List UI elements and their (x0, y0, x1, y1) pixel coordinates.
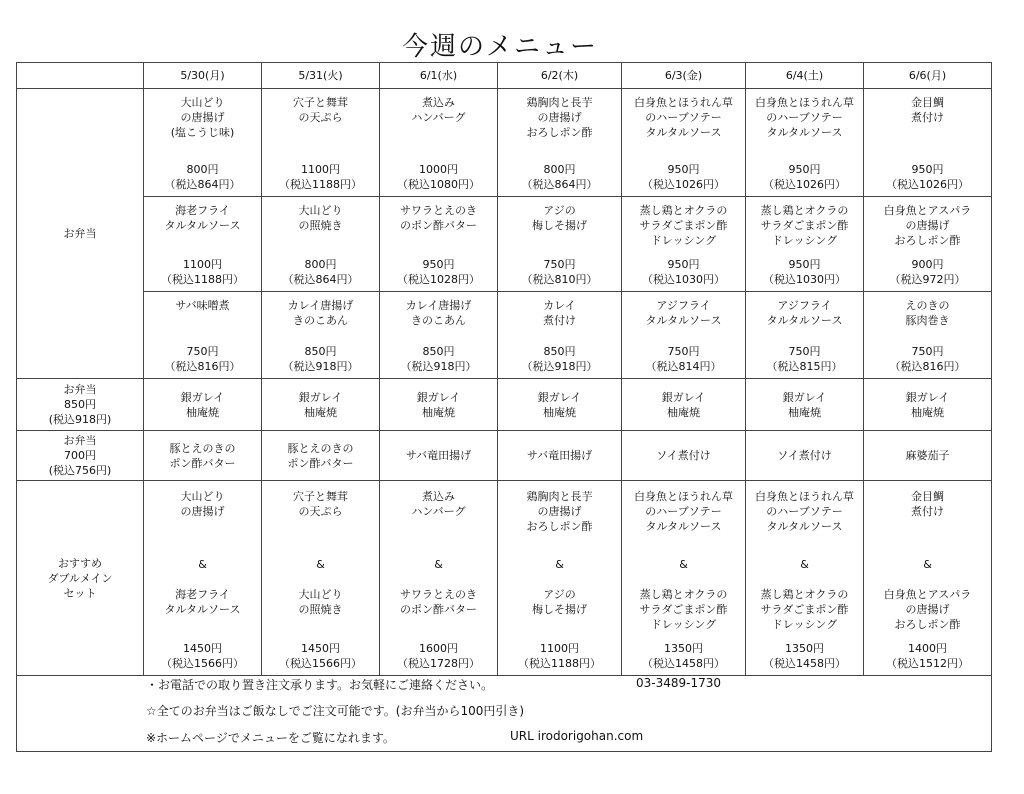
menu-cell (746, 197, 864, 292)
menu-item: 銀ガレイ 柚庵焼 (144, 379, 262, 431)
menu-item-name: 白身魚とほうれん草 のハーブソテー タルタルソース (634, 96, 733, 139)
set-main-b: サワラとえのき のポン酢バター (400, 587, 477, 616)
menu-cell (380, 89, 498, 197)
double-row (17, 481, 992, 676)
menu-item: ソイ煮付け (622, 431, 746, 481)
corner-cell (17, 63, 144, 89)
day-header: 5/31(火) (262, 63, 380, 89)
day-header: 6/3(金) (622, 63, 746, 89)
header-row (17, 63, 992, 89)
menu-item-price: 750円 （税込810円） (521, 258, 598, 286)
menu-item-name: カレイ唐揚げ きのこあん (405, 299, 472, 327)
menu-item-price: 750円 （税込816円） (164, 345, 241, 373)
menu-item-name: 白身魚とほうれん草 のハーブソテー タルタルソース (755, 96, 854, 139)
menu-item-name: アジフライ タルタルソース (645, 299, 722, 327)
double-set-cell (144, 481, 262, 676)
menu-cell (622, 89, 746, 197)
menu-item-price: 800円 （税込864円） (521, 163, 598, 191)
set-main-a: 白身魚とほうれん草 のハーブソテー タルタルソース (755, 490, 854, 533)
menu-table (16, 62, 992, 752)
set-price: 1100円 （税込1188円） (518, 641, 601, 670)
menu-cell (380, 197, 498, 292)
set-price: 1450円 （税込1566円） (161, 641, 244, 670)
menu-item-price: 1100円 （税込1188円） (279, 163, 362, 191)
menu-item: 銀ガレイ 柚庵焼 (622, 379, 746, 431)
row-label-700: お弁当 700円 (税込756円) (17, 431, 144, 481)
double-set-cell (622, 481, 746, 676)
menu-item-price: 800円 （税込864円） (164, 163, 241, 191)
menu-item-price: 950円 （税込1030円） (642, 258, 725, 286)
ampersand: & (555, 558, 564, 572)
menu-item: サバ竜田揚げ (498, 431, 622, 481)
set-main-a: 鶏胸肉と長芋 の唐揚げ おろしポン酢 (526, 490, 593, 533)
menu-cell (262, 89, 380, 197)
menu-item-price: 800円 （税込864円） (282, 258, 359, 286)
menu-item-price: 1000円 （税込1080円） (397, 163, 480, 191)
set-main-b: 大山どり の照焼き (298, 587, 343, 616)
menu-item: 銀ガレイ 柚庵焼 (380, 379, 498, 431)
menu-item: 豚とえのきの ポン酢バター (144, 431, 262, 481)
bento-row (17, 197, 992, 292)
menu-cell (498, 89, 622, 197)
set-price: 1350円 （税込1458円） (642, 641, 725, 670)
set-main-a: 金目鯛 煮付け (911, 490, 944, 518)
menu-item-name: カレイ唐揚げ きのこあん (287, 299, 354, 327)
menu-item-price: 900円 （税込972円） (889, 258, 966, 286)
ampersand: & (923, 558, 932, 572)
menu-item-price: 950円 （税込1026円） (763, 163, 846, 191)
set-main-b: 海老フライ タルタルソース (164, 587, 241, 616)
menu-cell (864, 197, 992, 292)
b850-row (17, 379, 992, 431)
double-set-cell (380, 481, 498, 676)
double-set-cell (864, 481, 992, 676)
bento-row (17, 292, 992, 379)
set-main-b: 蒸し鶏とオクラの サラダごまポン酢 ドレッシング (639, 587, 728, 631)
menu-item-name: 大山どり の照焼き (298, 204, 343, 232)
ampersand: & (800, 558, 809, 572)
menu-item-price: 750円 （税込816円） (889, 345, 966, 373)
menu-item-price: 1100円 （税込1188円） (161, 258, 244, 286)
menu-item-price: 850円 （税込918円） (400, 345, 477, 373)
menu-cell (144, 197, 262, 292)
menu-item-name: えのきの 豚肉巻き (905, 299, 950, 327)
menu-item-name: 穴子と舞茸 の天ぷら (293, 96, 348, 124)
day-header: 6/6(月) (864, 63, 992, 89)
menu-cell (746, 292, 864, 379)
footer-note-no-rice: ☆全てのお弁当はご飯なしでご注文可能です。(お弁当から100円引き) (146, 704, 525, 718)
menu-item: サバ竜田揚げ (380, 431, 498, 481)
menu-item-name: カレイ 煮付け (543, 299, 576, 327)
menu-cell (144, 89, 262, 197)
menu-cell (262, 292, 380, 379)
menu-cell (622, 197, 746, 292)
menu-item: 銀ガレイ 柚庵焼 (864, 379, 992, 431)
ampersand: & (198, 558, 207, 572)
menu-item-name: 蒸し鶏とオクラの サラダごまポン酢 ドレッシング (760, 204, 849, 247)
menu-item-name: アジフライ タルタルソース (766, 299, 843, 327)
menu-item-price: 750円 （税込814円） (645, 345, 722, 373)
menu-item-name: 海老フライ タルタルソース (164, 204, 241, 232)
set-price: 1600円 （税込1728円） (397, 641, 480, 670)
day-header: 6/1(水) (380, 63, 498, 89)
menu-cell (498, 197, 622, 292)
page-title: 今週のメニュー (401, 32, 598, 62)
menu-item: 銀ガレイ 柚庵焼 (498, 379, 622, 431)
menu-item: 麻婆茄子 (864, 431, 992, 481)
menu-cell (498, 292, 622, 379)
menu-item: 銀ガレイ 柚庵焼 (746, 379, 864, 431)
menu-item-price: 950円 （税込1030円） (763, 258, 846, 286)
menu-cell (144, 292, 262, 379)
menu-cell (622, 292, 746, 379)
menu-item-name: 蒸し鶏とオクラの サラダごまポン酢 ドレッシング (639, 204, 728, 247)
set-main-a: 白身魚とほうれん草 のハーブソテー タルタルソース (634, 490, 733, 533)
menu-item-name: 鶏胸肉と長芋 の唐揚げ おろしポン酢 (526, 96, 593, 139)
day-header: 6/2(木) (498, 63, 622, 89)
double-set-cell (746, 481, 864, 676)
b700-row (17, 431, 992, 481)
menu-item-name: 白身魚とアスパラ の唐揚げ おろしポン酢 (883, 204, 972, 247)
bento-row (17, 89, 992, 197)
menu-cell (864, 292, 992, 379)
menu-cell (262, 197, 380, 292)
set-main-b: アジの 梅しそ揚げ (532, 587, 587, 616)
ampersand: & (316, 558, 325, 572)
menu-item-name: サバ味噌煮 (175, 299, 230, 312)
menu-cell (864, 89, 992, 197)
row-label-double: おすすめ ダブルメイン セット (17, 481, 144, 676)
menu-item-price: 950円 （税込1026円） (886, 163, 969, 191)
ampersand: & (434, 558, 443, 572)
menu-item-name: 金目鯛 煮付け (911, 96, 944, 124)
footer-phone-number: 03-3489-1730 (636, 676, 722, 690)
menu-item-price: 950円 （税込1026円） (642, 163, 725, 191)
menu-item-price: 750円 （税込815円） (766, 345, 843, 373)
menu-item-price: 850円 （税込918円） (282, 345, 359, 373)
set-main-a: 煮込み ハンバーグ (411, 490, 466, 518)
set-price: 1400円 （税込1512円） (886, 641, 969, 670)
menu-item-name: 大山どり の唐揚げ (塩こうじ味) (170, 96, 235, 139)
set-main-a: 大山どり の唐揚げ (180, 490, 225, 518)
set-price: 1450円 （税込1566円） (279, 641, 362, 670)
set-price: 1350円 （税込1458円） (763, 641, 846, 670)
double-set-cell (498, 481, 622, 676)
menu-item-name: アジの 梅しそ揚げ (532, 204, 587, 232)
set-main-b: 蒸し鶏とオクラの サラダごまポン酢 ドレッシング (760, 587, 849, 631)
ampersand: & (679, 558, 688, 572)
footer-note-phone-order: ・お電話での取り置き注文承ります。お気軽にご連絡ください。 (146, 678, 494, 692)
menu-item: ソイ煮付け (746, 431, 864, 481)
footer-url: URL irodorigohan.com (510, 729, 644, 743)
row-label-850: お弁当 850円 (税込918円) (17, 379, 144, 431)
day-header: 6/4(土) (746, 63, 864, 89)
menu-cell (746, 89, 864, 197)
double-set-cell (262, 481, 380, 676)
menu-item-price: 850円 （税込918円） (521, 345, 598, 373)
set-main-b: 白身魚とアスパラ の唐揚げ おろしポン酢 (883, 587, 972, 631)
menu-cell (380, 292, 498, 379)
menu-item: 豚とえのきの ポン酢バター (262, 431, 380, 481)
footer-note-homepage: ※ホームページでメニューをご覧になれます。 (146, 731, 395, 745)
row-label-bento: お弁当 (17, 89, 144, 379)
day-header: 5/30(月) (144, 63, 262, 89)
menu-item-price: 950円 （税込1028円） (397, 258, 480, 286)
menu-item: 銀ガレイ 柚庵焼 (262, 379, 380, 431)
menu-item-name: サワラとえのき のポン酢バター (400, 204, 477, 232)
menu-item-name: 煮込み ハンバーグ (411, 96, 466, 124)
set-main-a: 穴子と舞茸 の天ぷら (293, 490, 348, 518)
